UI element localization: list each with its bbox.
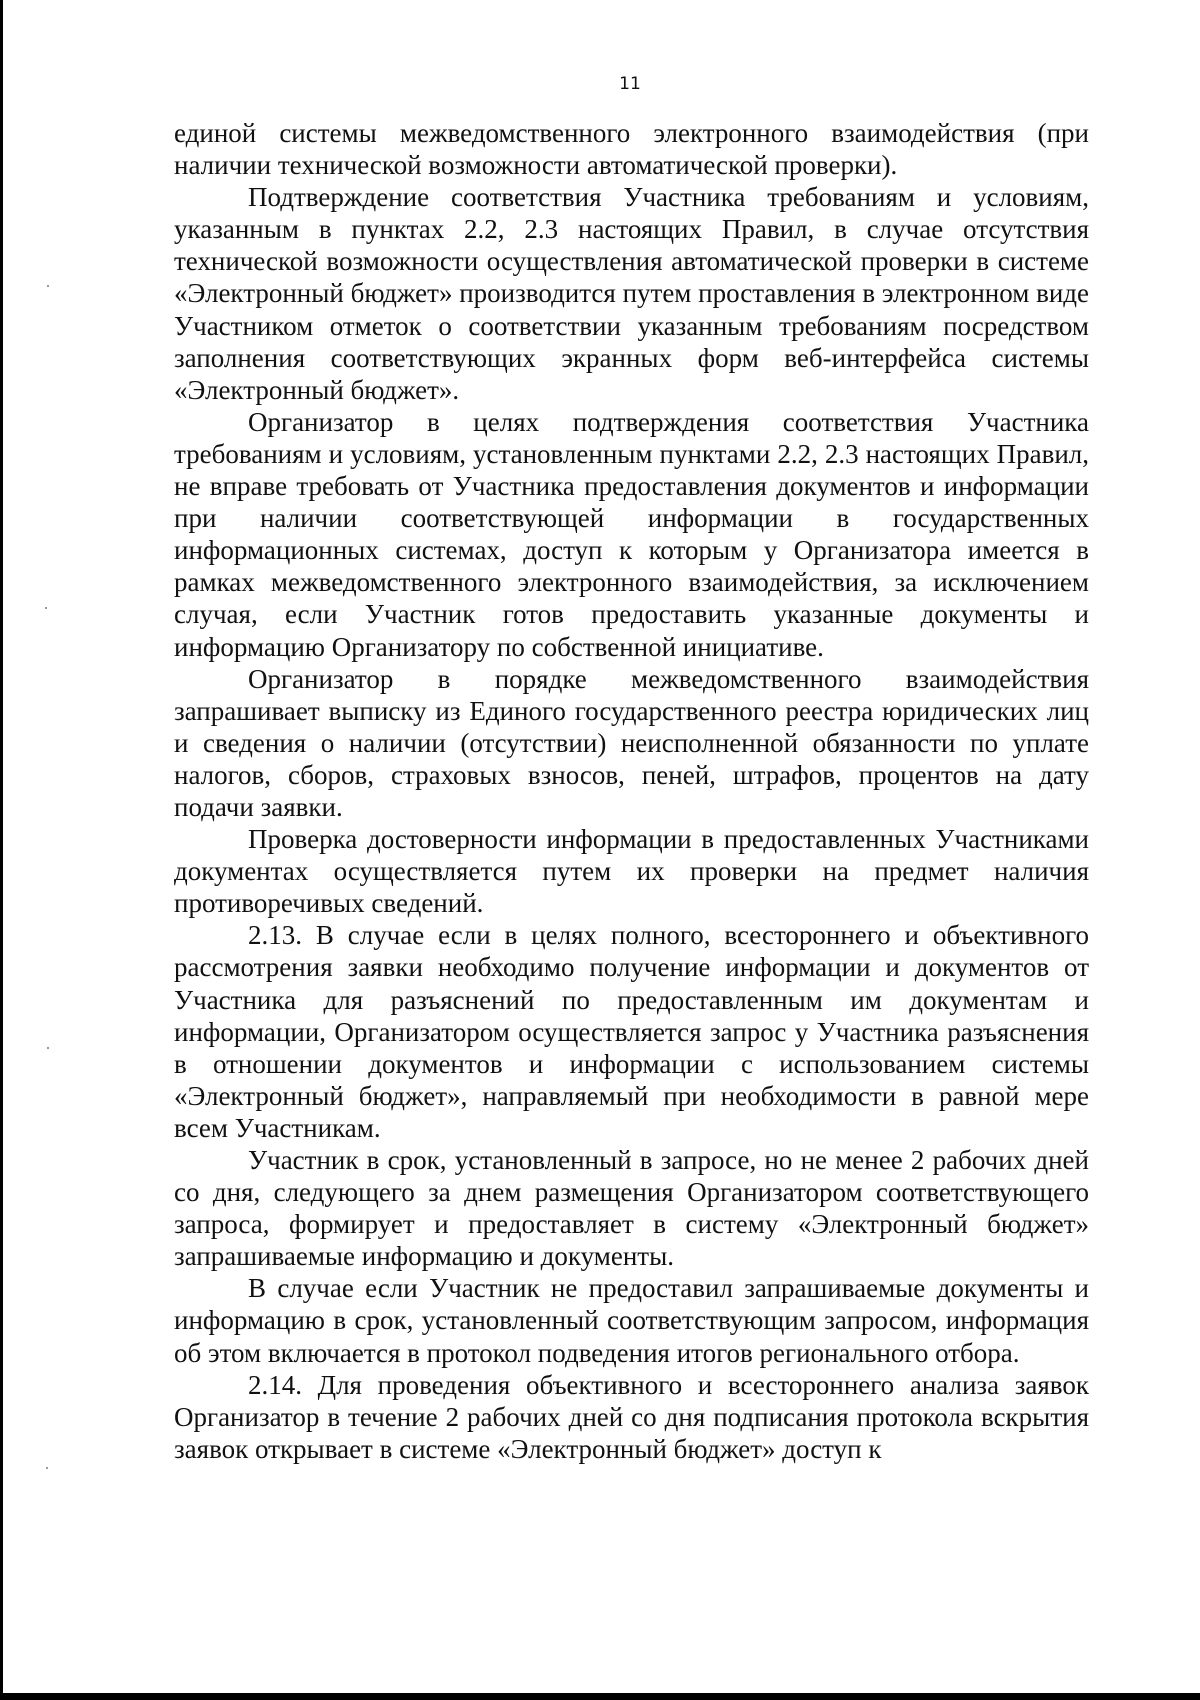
document-body xyxy=(174,117,1089,1465)
paragraph: Проверка достоверности информации в предоставленных Участниками документах осуществляется путем их проверки на предмет наличия противоречивых сведений. xyxy=(174,824,1089,919)
paragraph: Организатор в порядке межведомственного взаимодействия запрашивает выписку из Единого государственного реестра юридических лиц и сведения о наличии (отсутствии) неисполненной обязанности по уплате налогов, сборов, страховых взносов, пеней, штрафов, процентов на дату подачи заявки. xyxy=(174,663,1089,822)
paragraph: единой системы межведомственного электронного взаимодействия (при наличии технической возможности автоматической проверки). xyxy=(174,118,1089,181)
scan-speck xyxy=(47,1047,49,1049)
page-number: 11 xyxy=(619,74,641,94)
paragraph: 2.13. В случае если в целях полного, всестороннего и объективного рассмотрения заявки необходимо получение информации и документов от Участника для разъяснений по предоставленным им документам и информации, Организатором осуществляется запрос у Участника разъяснения в отношении документов и информации с использованием системы «Электронный бюджет», направляемый при необходимости в равной мере всем Участникам. xyxy=(174,920,1089,1143)
paragraph: Подтверждение соответствия Участника требованиям и условиям, указанным в пунктах 2.2, 2.3 настоящих Правил, в случае отсутствия технической возможности осуществления автоматической проверки в системе «Электронный бюджет» производится путем проставления в электронном виде Участником отметок о соответствии указанным требованиям посредством заполнения соответствующих экранных форм веб-интерфейса системы «Электронный бюджет». xyxy=(174,182,1089,405)
scan-speck xyxy=(47,285,49,287)
paragraph: Организатор в целях подтверждения соответствия Участника требованиям и условиям, установленным пунктами 2.2, 2.3 настоящих Правил, не вправе требовать от Участника предоставления документов и информации при наличии соответствующей информации в государственных информационных системах, доступ к которым у Организатора имеется в рамках межведомственного электронного взаимодействия, за исключением случая, если Участник готов предоставить указанные документы и информацию Организатору по собственной инициативе. xyxy=(174,406,1089,662)
scan-speck xyxy=(45,607,47,609)
scan-left-edge xyxy=(0,0,3,1700)
scan-bottom-edge xyxy=(0,1693,1200,1700)
paragraph: Участник в срок, установленный в запросе, но не менее 2 рабочих дней со дня, следующего за днем размещения Организатором соответствующего запроса, формирует и предоставляет в систему «Электронный бюджет» запрашиваемые информацию и документы. xyxy=(174,1145,1089,1272)
scan-speck xyxy=(46,1467,48,1469)
paragraph: 2.14. Для проведения объективного и всестороннего анализа заявок Организатор в течение 2 рабочих дней со дня подписания протокола вскрытия заявок открывает в системе «Электронный бюджет» доступ к xyxy=(174,1369,1089,1464)
paragraph: В случае если Участник не предоставил запрашиваемые документы и информацию в срок, установленный соответствующим запросом, информация об этом включается в протокол подведения итогов регионального отбора. xyxy=(174,1273,1089,1368)
